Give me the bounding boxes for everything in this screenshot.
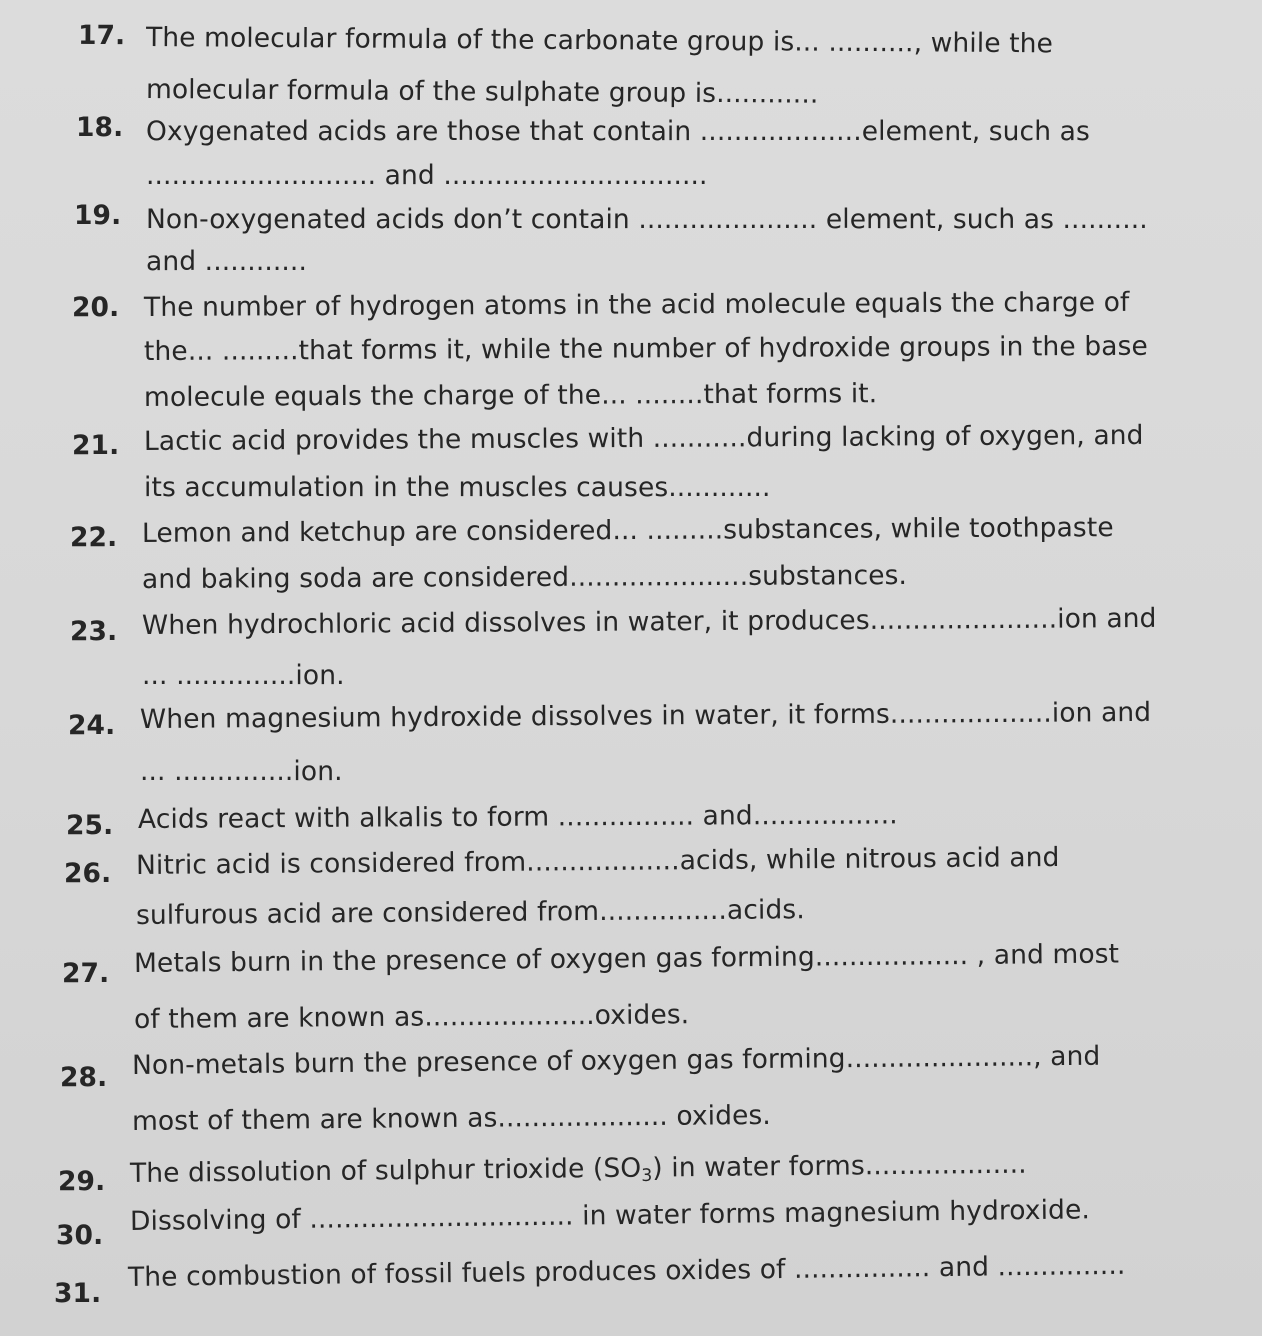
question-number: 29. xyxy=(58,1166,106,1197)
question-text: sulfurous acid are considered from...............acids. xyxy=(135,894,805,931)
question-number: 18. xyxy=(76,112,124,143)
question-text: The combustion of fossil fuels produces oxides of ................ and ............... xyxy=(127,1249,1126,1293)
question-number: 25. xyxy=(66,810,114,841)
question-text: molecule equals the charge of the... ........that forms it. xyxy=(143,378,878,413)
question-text: When magnesium hydroxide dissolves in water, it forms...................ion and xyxy=(139,696,1152,735)
question-number: 28. xyxy=(60,1062,108,1093)
question-text: Non-oxygenated acids don’t contain ..................... element, such as .......... xyxy=(146,204,1148,235)
question-text: Lemon and ketchup are considered... .........substances, while toothpaste xyxy=(141,512,1114,549)
question-text-part: The dissolution of sulphur trioxide (SO xyxy=(129,1152,642,1189)
question-number: 24. xyxy=(68,710,116,741)
question-number: 21. xyxy=(72,430,120,461)
question-number: 17. xyxy=(77,19,126,52)
question-text: Lactic acid provides the muscles with ...........during lacking of oxygen, and xyxy=(143,419,1144,457)
question-number: 26. xyxy=(64,858,112,889)
question-text: most of them are known as.................... oxides. xyxy=(131,1099,772,1137)
question-text: ... ..............ion. xyxy=(140,756,343,787)
question-text: Acids react with alkalis to form ................ and................. xyxy=(137,799,898,835)
question-text: and baking soda are considered.....................substances. xyxy=(141,559,908,595)
question-text: ... ..............ion. xyxy=(142,660,345,691)
subscript: 3 xyxy=(641,1165,653,1186)
question-text: When hydrochloric acid dissolves in water, it produces......................ion and xyxy=(141,602,1157,641)
question-text: Metals burn in the presence of oxygen gas forming.................. , and most xyxy=(133,938,1120,979)
question-number: 30. xyxy=(56,1220,104,1251)
question-text: and ............ xyxy=(146,246,307,277)
question-text: The number of hydrogen atoms in the acid molecule equals the charge of xyxy=(143,286,1130,323)
question-number: 23. xyxy=(70,616,118,647)
question-number: 20. xyxy=(72,292,120,323)
question-text: Oxygenated acids are those that contain ...................element, such as xyxy=(146,116,1090,147)
question-text: Dissolving of ............................... in water forms magnesium hydroxide. xyxy=(129,1194,1091,1237)
question-number: 22. xyxy=(70,522,118,553)
question-number: 27. xyxy=(62,958,110,989)
question-text: Nitric acid is considered from..................acids, while nitrous acid and xyxy=(135,841,1060,881)
question-number: 31. xyxy=(54,1278,102,1309)
question-number: 19. xyxy=(74,200,122,231)
question-text: of them are known as....................oxides. xyxy=(133,999,690,1035)
question-text: its accumulation in the muscles causes............ xyxy=(144,472,771,503)
question-text: the... .........that forms it, while the number of hydroxide groups in the base xyxy=(143,330,1148,367)
question-text: ........................... and ............................... xyxy=(146,160,708,191)
question-text-part: ) in water forms................... xyxy=(652,1148,1027,1184)
question-text xyxy=(130,1149,1027,1192)
question-text: Non-metals burn the presence of oxygen gas forming......................, and xyxy=(131,1040,1101,1081)
question-text: The molecular formula of the carbonate group is... .........., while the xyxy=(145,22,1054,60)
question-text: molecular formula of the sulphate group is............ xyxy=(145,74,819,110)
